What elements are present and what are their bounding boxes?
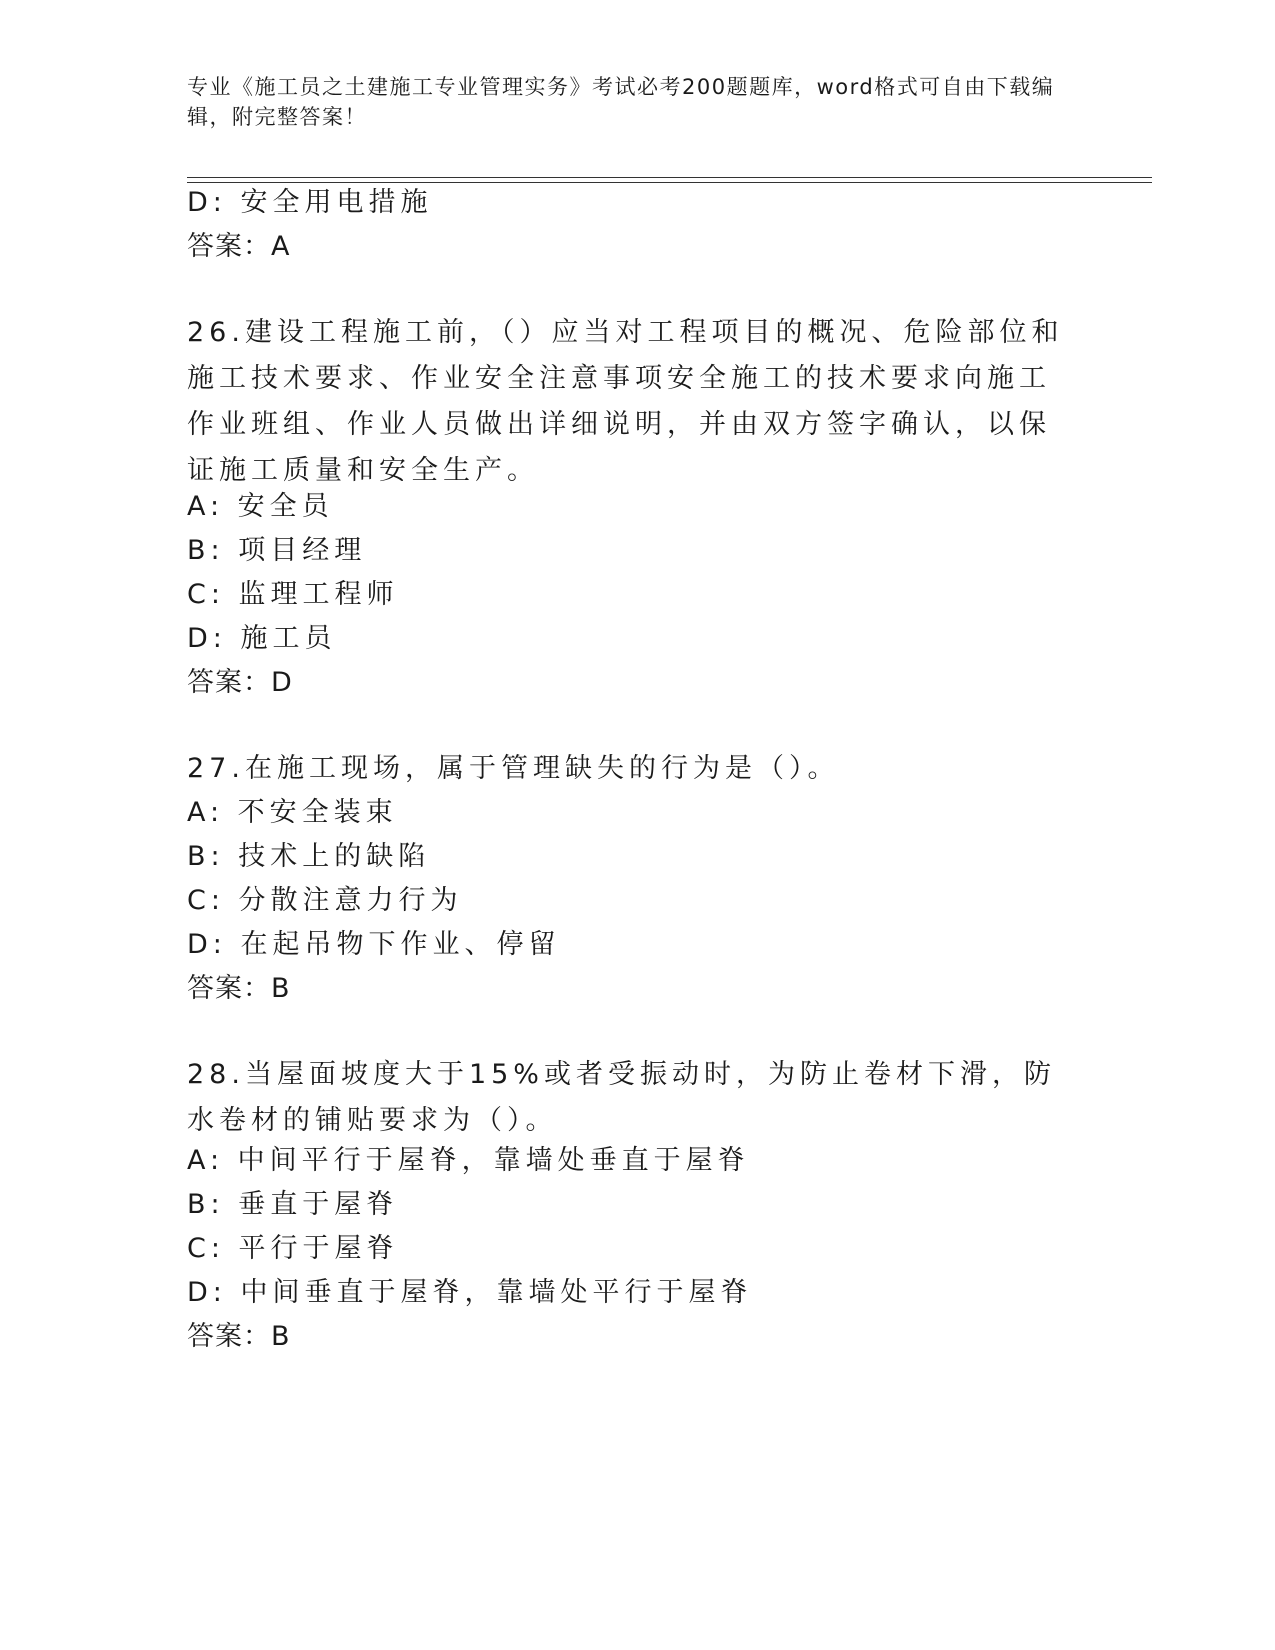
option-b: B: 项目经理 — [187, 535, 367, 566]
option-a: A: 安全员 — [187, 491, 334, 522]
option-c: C: 分散注意力行为 — [187, 885, 463, 916]
option-d: D: 在起吊物下作业、停留 — [187, 929, 561, 960]
option-a: A: 中间平行于屋脊，靠墙处垂直于屋脊 — [187, 1145, 750, 1176]
header-rule-top — [187, 177, 1152, 178]
answer-line: 答案：B — [187, 973, 291, 1004]
option-b: B: 垂直于屋脊 — [187, 1189, 399, 1220]
option-b: B: 技术上的缺陷 — [187, 841, 431, 872]
question-stem: 28.当屋面坡度大于15%或者受振动时，为防止卷材下滑，防水卷材的铺贴要求为（）。 — [187, 1059, 1056, 1136]
question-stem: 26.建设工程施工前，（）应当对工程项目的概况、危险部位和施工技术要求、作业安全注意事项安全施工的技术要求向施工作业班组、作业人员做出详细说明，并由双方签字确认，以保证施工质量和安全生产。 — [187, 317, 1064, 486]
option-d: D: 施工员 — [187, 623, 337, 654]
answer-line: 答案：B — [187, 1321, 291, 1352]
answer-line: 答案：D — [187, 667, 293, 698]
option-c: C: 平行于屋脊 — [187, 1233, 399, 1264]
option-d: D: 安全用电措施 — [187, 187, 433, 218]
question-stem: 27.在施工现场，属于管理缺失的行为是（）。 — [187, 753, 840, 784]
option-a: A: 不安全装束 — [187, 797, 398, 828]
answer-line: 答案：A — [187, 231, 291, 262]
option-c: C: 监理工程师 — [187, 579, 399, 610]
option-d: D: 中间垂直于屋脊，靠墙处平行于屋脊 — [187, 1277, 753, 1308]
document-header: 专业《施工员之土建施工专业管理实务》考试必考200题题库，word格式可自由下载编辑，附完整答案！ — [187, 75, 1055, 129]
